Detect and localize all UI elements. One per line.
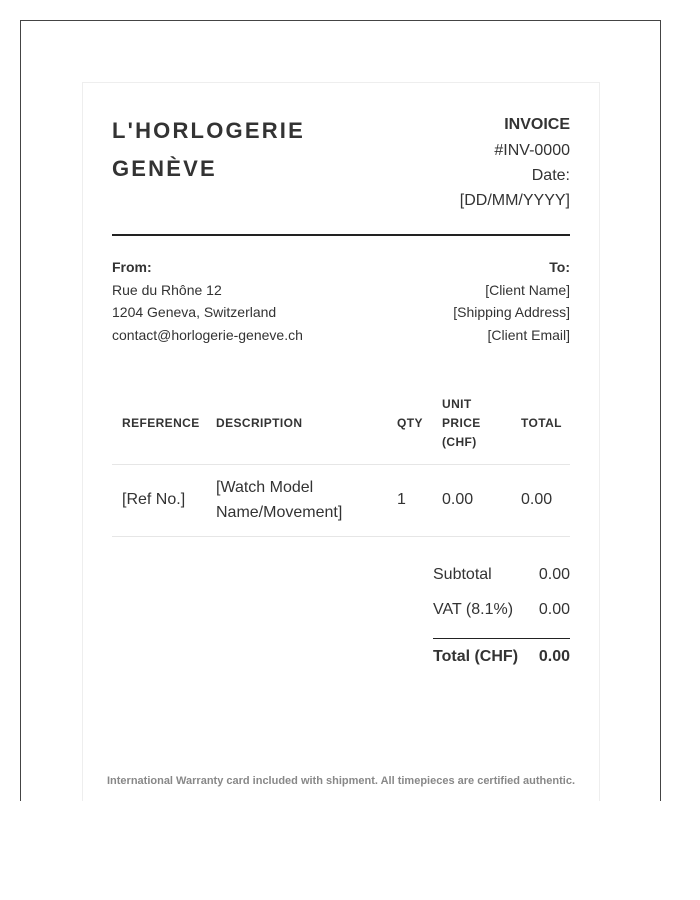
header-qty: QTY: [397, 416, 423, 430]
from-email: contact@horlogerie-geneve.ch: [112, 326, 303, 343]
row-description: [216, 475, 342, 525]
vat-label: VAT (8.1%): [433, 601, 514, 618]
company-name-line2: GENÈVE: [112, 156, 217, 181]
table-row-divider: [112, 536, 570, 537]
invoice-meta: [460, 112, 570, 213]
to-name: [Client Name]: [485, 281, 570, 298]
from-label: From:: [112, 259, 152, 275]
to-address: [453, 256, 570, 346]
to-label: To:: [549, 259, 570, 275]
to-email: [Client Email]: [487, 326, 570, 343]
total-divider: [433, 638, 570, 639]
header-unit-price-line3: (CHF): [442, 435, 477, 449]
header-description: DESCRIPTION: [216, 416, 303, 430]
invoice-title: INVOICE: [504, 116, 570, 133]
row-total: 0.00: [521, 491, 553, 508]
from-street: Rue du Rhône 12: [112, 281, 222, 298]
row-reference: [Ref No.]: [122, 491, 186, 508]
header-total: TOTAL: [521, 416, 562, 430]
header-unit-price: [442, 395, 481, 452]
table-header-divider: [112, 464, 570, 465]
row-description-line2: Name/Movement]: [216, 504, 343, 521]
row-qty: 1: [397, 491, 406, 508]
header-unit-price-line1: UNIT: [442, 397, 472, 411]
vat-value: 0.00: [538, 601, 570, 618]
header-divider: [112, 234, 570, 236]
footer-note: International Warranty card included with shipment. All timepieces are certified authentic.: [106, 775, 575, 787]
invoice-date-value: [DD/MM/YYYY]: [459, 192, 570, 209]
subtotal-label: Subtotal: [433, 566, 492, 583]
total-label: Total (CHF): [433, 648, 519, 665]
total-value: 0.00: [538, 648, 570, 665]
subtotal-value: 0.00: [538, 566, 570, 583]
company-name-line1: L'HORLOGERIE: [112, 118, 305, 143]
row-unit-price: 0.00: [442, 491, 474, 508]
row-description-line1: [Watch Model: [216, 479, 314, 496]
company-name: [112, 112, 352, 188]
from-address: [112, 256, 303, 346]
invoice-date-label: Date:: [531, 167, 570, 184]
to-address-line: [Shipping Address]: [453, 304, 570, 320]
header-reference: REFERENCE: [122, 416, 200, 430]
invoice-number: #INV-0000: [494, 142, 570, 159]
header-unit-price-line2: PRICE: [442, 416, 481, 430]
from-city: 1204 Geneva, Switzerland: [112, 304, 277, 320]
